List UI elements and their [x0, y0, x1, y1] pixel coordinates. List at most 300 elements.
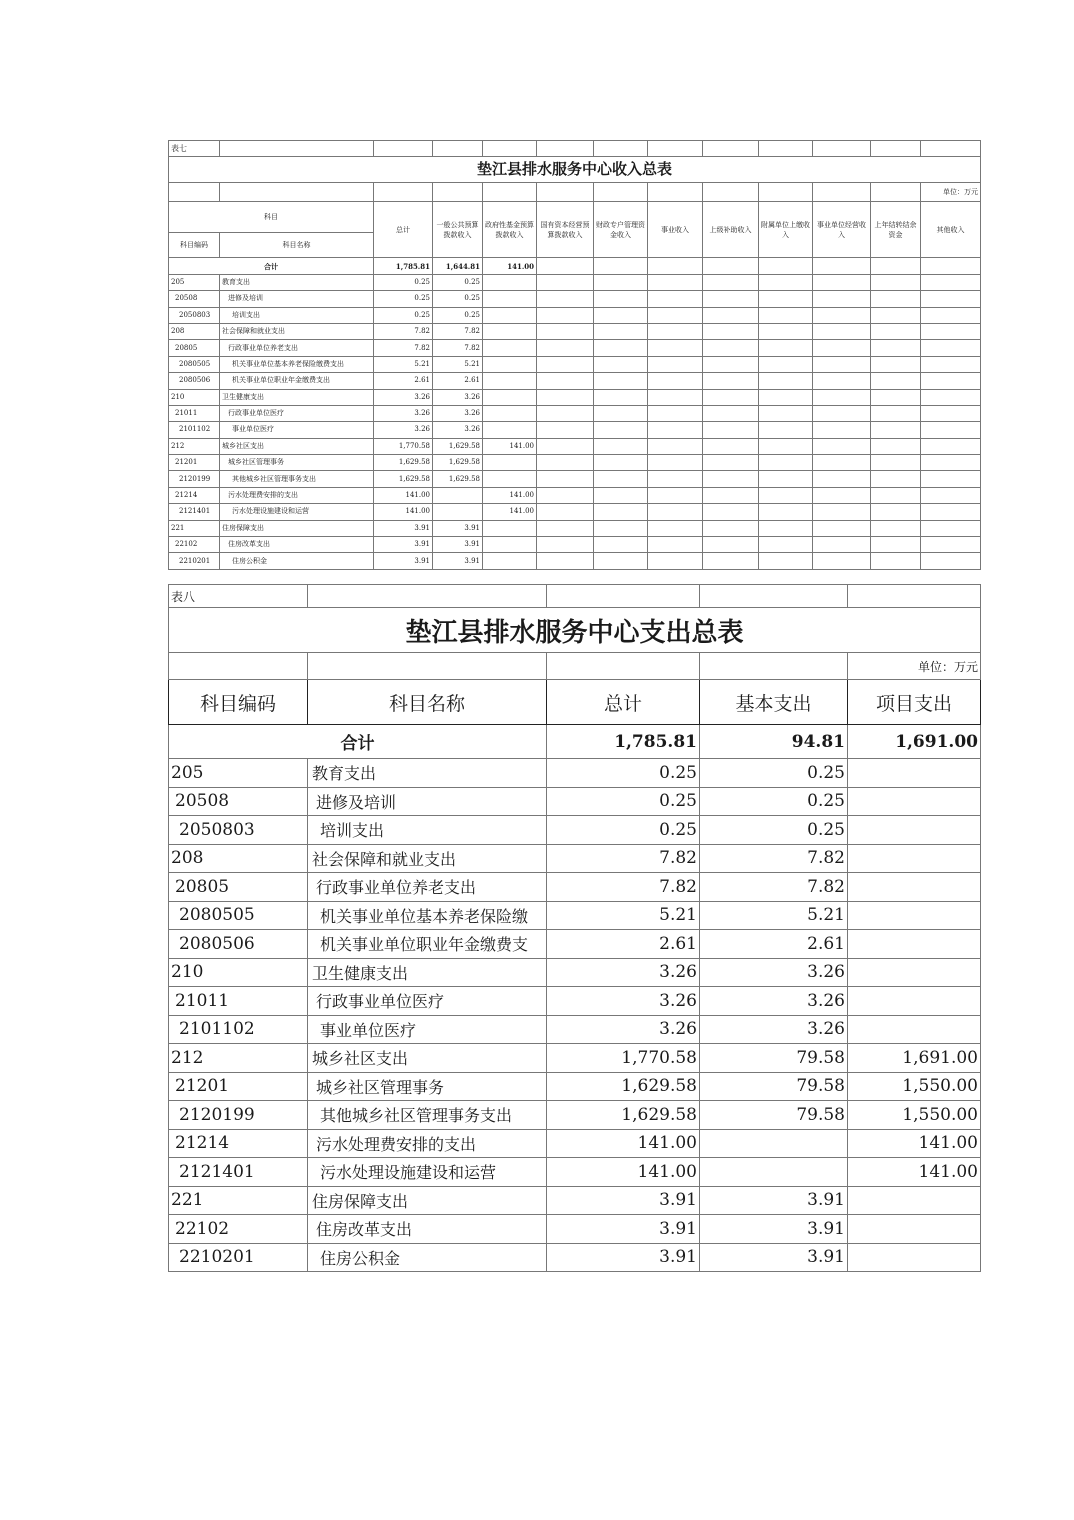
subject-name: 行政事业单位医疗 [220, 405, 374, 421]
subject-name: 培训支出 [220, 307, 374, 323]
cell: 3.91 [700, 1215, 848, 1244]
total-row [169, 258, 981, 274]
cell [871, 520, 921, 536]
cell: 0.25 [433, 274, 483, 290]
cell: 1,785.81 [547, 725, 700, 759]
cell [483, 389, 537, 405]
cell [921, 471, 981, 487]
table-row [169, 307, 981, 323]
cell [648, 356, 703, 372]
subject-code: 212 [169, 438, 220, 454]
cell: 3.26 [700, 958, 848, 987]
subject-code: 2120199 [169, 1101, 308, 1130]
cell [813, 389, 871, 405]
cell [759, 405, 813, 421]
table-row [169, 1072, 981, 1101]
cell [759, 455, 813, 471]
cell [759, 553, 813, 569]
table-title: 垫江县排水服务中心收入总表 [169, 157, 981, 183]
expenditure-summary-table [168, 584, 981, 1272]
cell [648, 405, 703, 421]
cell: 2.61 [547, 930, 700, 959]
income-summary-table [168, 140, 981, 570]
cell [594, 422, 648, 438]
cell [848, 1243, 981, 1272]
cell [871, 487, 921, 503]
cell [871, 356, 921, 372]
cell [848, 759, 981, 788]
total-label: 合计 [169, 725, 547, 759]
cell [813, 274, 871, 290]
cell: 79.58 [700, 1101, 848, 1130]
cell: 3.91 [547, 1215, 700, 1244]
cell: 1,629.58 [433, 438, 483, 454]
subject-code: 2080505 [169, 356, 220, 372]
subject-code: 2050803 [169, 816, 308, 845]
cell [703, 438, 759, 454]
subject-code: 22102 [169, 1215, 308, 1244]
table-row [169, 274, 981, 290]
table-row [169, 553, 981, 569]
subject-code: 21201 [169, 1072, 308, 1101]
cell [871, 389, 921, 405]
table-row [169, 537, 981, 553]
cell [648, 373, 703, 389]
cell [813, 471, 871, 487]
subject-name: 污水处理费安排的支出 [308, 1129, 547, 1158]
table-title: 垫江县排水服务中心支出总表 [169, 608, 981, 653]
cell [813, 537, 871, 553]
cell [813, 504, 871, 520]
cell [594, 323, 648, 339]
cell [648, 553, 703, 569]
subject-code: 2050803 [169, 307, 220, 323]
header-basic: 基本支出 [700, 680, 848, 725]
cell [921, 438, 981, 454]
subject-code: 20805 [169, 340, 220, 356]
subject-name: 行政事业单位养老支出 [220, 340, 374, 356]
cell: 0.25 [374, 274, 433, 290]
table-row [169, 356, 981, 372]
cell [848, 816, 981, 845]
cell [537, 291, 594, 307]
cell [848, 901, 981, 930]
header-column: 附属单位上缴收入 [759, 202, 813, 258]
header-column: 其他收入 [921, 202, 981, 258]
subject-name: 行政事业单位养老支出 [308, 873, 547, 902]
cell [703, 504, 759, 520]
cell [921, 340, 981, 356]
cell [648, 422, 703, 438]
header-column: 事业单位经营收入 [813, 202, 871, 258]
header-column: 财政专户管理资金收入 [594, 202, 648, 258]
cell: 7.82 [547, 844, 700, 873]
table-row [169, 323, 981, 339]
cell: 3.26 [433, 389, 483, 405]
total-label: 合计 [169, 258, 374, 274]
table-row [169, 340, 981, 356]
subject-code: 21214 [169, 487, 220, 503]
cell: 1,785.81 [374, 258, 433, 274]
table-row [169, 1044, 981, 1073]
cell [759, 389, 813, 405]
cell [483, 373, 537, 389]
subject-code: 205 [169, 274, 220, 290]
subject-name: 城乡社区支出 [308, 1044, 547, 1073]
cell [537, 389, 594, 405]
header-total: 总计 [547, 680, 700, 725]
cell [921, 405, 981, 421]
subject-code: 2120199 [169, 471, 220, 487]
table-row [169, 759, 981, 788]
cell [921, 520, 981, 536]
cell [594, 405, 648, 421]
subject-name: 住房改革支出 [220, 537, 374, 553]
table-row [169, 438, 981, 454]
subject-code: 21011 [169, 405, 220, 421]
cell [871, 340, 921, 356]
cell [594, 553, 648, 569]
cell: 141.00 [547, 1158, 700, 1187]
subject-name: 机关事业单位职业年金缴费支 [308, 930, 547, 959]
header-code: 科目编码 [169, 233, 220, 258]
cell [703, 471, 759, 487]
cell: 5.21 [700, 901, 848, 930]
cell [871, 471, 921, 487]
header-subject-group: 科目 [169, 202, 374, 233]
cell [594, 471, 648, 487]
cell [703, 258, 759, 274]
cell [537, 323, 594, 339]
cell [483, 323, 537, 339]
cell [813, 373, 871, 389]
cell: 141.00 [483, 487, 537, 503]
cell [759, 356, 813, 372]
cell [921, 323, 981, 339]
subject-code: 210 [169, 958, 308, 987]
cell [594, 520, 648, 536]
header-project: 项目支出 [848, 680, 981, 725]
cell: 7.82 [374, 323, 433, 339]
cell [813, 258, 871, 274]
header-column: 事业收入 [648, 202, 703, 258]
cell [700, 1129, 848, 1158]
subject-name: 社会保障和就业支出 [220, 323, 374, 339]
cell: 0.25 [374, 291, 433, 307]
cell [921, 291, 981, 307]
cell [871, 405, 921, 421]
cell [813, 323, 871, 339]
cell: 3.91 [433, 553, 483, 569]
cell [759, 504, 813, 520]
cell: 141.00 [374, 504, 433, 520]
cell: 0.25 [547, 759, 700, 788]
cell: 5.21 [547, 901, 700, 930]
cell [648, 340, 703, 356]
cell [594, 373, 648, 389]
cell [759, 373, 813, 389]
cell [594, 487, 648, 503]
cell [871, 455, 921, 471]
cell [594, 356, 648, 372]
cell [921, 389, 981, 405]
cell: 79.58 [700, 1044, 848, 1073]
cell: 3.26 [547, 987, 700, 1016]
cell [921, 455, 981, 471]
subject-name: 机关事业单位职业年金缴费支出 [220, 373, 374, 389]
cell: 3.91 [700, 1186, 848, 1215]
subject-name: 住房改革支出 [308, 1215, 547, 1244]
cell [594, 274, 648, 290]
cell [848, 844, 981, 873]
cell: 1,770.58 [547, 1044, 700, 1073]
table-row [169, 373, 981, 389]
table-row [169, 787, 981, 816]
subject-name: 住房保障支出 [308, 1186, 547, 1215]
cell [813, 487, 871, 503]
subject-code: 205 [169, 759, 308, 788]
cell [703, 340, 759, 356]
cell [759, 422, 813, 438]
cell [759, 537, 813, 553]
cell [537, 504, 594, 520]
cell [813, 455, 871, 471]
cell: 3.91 [374, 520, 433, 536]
cell [594, 307, 648, 323]
cell [700, 1158, 848, 1187]
cell [594, 340, 648, 356]
cell [483, 553, 537, 569]
subject-code: 208 [169, 844, 308, 873]
cell [813, 340, 871, 356]
cell [813, 422, 871, 438]
cell [483, 537, 537, 553]
cell: 1,629.58 [547, 1101, 700, 1130]
cell [848, 987, 981, 1016]
table-row [169, 471, 981, 487]
cell [703, 405, 759, 421]
cell [537, 258, 594, 274]
cell [648, 323, 703, 339]
cell [483, 340, 537, 356]
cell: 0.25 [700, 787, 848, 816]
subject-name: 事业单位医疗 [308, 1015, 547, 1044]
cell: 0.25 [433, 291, 483, 307]
subject-code: 2121401 [169, 504, 220, 520]
subject-name: 污水处理设施建设和运营 [308, 1158, 547, 1187]
cell [921, 274, 981, 290]
cell [594, 389, 648, 405]
cell [594, 258, 648, 274]
cell: 1,629.58 [374, 455, 433, 471]
cell: 1,629.58 [433, 471, 483, 487]
cell [759, 340, 813, 356]
subject-code: 212 [169, 1044, 308, 1073]
cell [759, 438, 813, 454]
cell: 141.00 [848, 1158, 981, 1187]
cell [921, 422, 981, 438]
cell: 3.26 [547, 1015, 700, 1044]
cell [648, 274, 703, 290]
subject-name: 住房公积金 [308, 1243, 547, 1272]
cell: 1,550.00 [848, 1072, 981, 1101]
cell [871, 307, 921, 323]
subject-code: 2080506 [169, 930, 308, 959]
cell [813, 356, 871, 372]
subject-code: 2101102 [169, 422, 220, 438]
cell [703, 487, 759, 503]
cell [848, 1215, 981, 1244]
cell [537, 307, 594, 323]
table-row [169, 816, 981, 845]
cell [648, 471, 703, 487]
subject-code: 22102 [169, 537, 220, 553]
cell [759, 291, 813, 307]
cell: 1,644.81 [433, 258, 483, 274]
cell [703, 323, 759, 339]
cell [848, 1015, 981, 1044]
cell: 7.82 [547, 873, 700, 902]
cell: 2.61 [700, 930, 848, 959]
cell [648, 291, 703, 307]
cell [594, 504, 648, 520]
cell: 141.00 [848, 1129, 981, 1158]
subject-name: 卫生健康支出 [308, 958, 547, 987]
cell: 3.91 [374, 553, 433, 569]
cell: 0.25 [433, 307, 483, 323]
header-column: 国有资本经营预算拨款收入 [537, 202, 594, 258]
subject-name: 教育支出 [308, 759, 547, 788]
cell: 1,691.00 [848, 1044, 981, 1073]
cell [703, 422, 759, 438]
cell [594, 537, 648, 553]
cell: 141.00 [483, 258, 537, 274]
cell [648, 455, 703, 471]
cell: 3.26 [700, 1015, 848, 1044]
cell [483, 274, 537, 290]
subject-code: 2101102 [169, 1015, 308, 1044]
cell [871, 373, 921, 389]
cell: 2.61 [433, 373, 483, 389]
cell: 7.82 [374, 340, 433, 356]
subject-name: 城乡社区管理事务 [308, 1072, 547, 1101]
subject-code: 21201 [169, 455, 220, 471]
cell: 1,629.58 [374, 471, 433, 487]
subject-name: 行政事业单位医疗 [308, 987, 547, 1016]
cell: 3.26 [374, 422, 433, 438]
cell: 3.26 [433, 405, 483, 421]
header-column: 一般公共预算拨款收入 [433, 202, 483, 258]
cell: 79.58 [700, 1072, 848, 1101]
cell [483, 356, 537, 372]
subject-name: 社会保障和就业支出 [308, 844, 547, 873]
cell: 141.00 [547, 1129, 700, 1158]
cell: 3.26 [374, 405, 433, 421]
cell: 141.00 [483, 438, 537, 454]
cell [703, 373, 759, 389]
cell: 0.25 [547, 816, 700, 845]
subject-name: 住房公积金 [220, 553, 374, 569]
subject-code: 21214 [169, 1129, 308, 1158]
cell [921, 258, 981, 274]
subject-code: 2210201 [169, 553, 220, 569]
cell: 7.82 [700, 844, 848, 873]
subject-name: 住房保障支出 [220, 520, 374, 536]
cell [921, 356, 981, 372]
cell [813, 291, 871, 307]
cell [921, 504, 981, 520]
cell [537, 438, 594, 454]
cell [537, 537, 594, 553]
cell [703, 455, 759, 471]
table-row [169, 504, 981, 520]
cell [871, 537, 921, 553]
cell: 5.21 [433, 356, 483, 372]
subject-name: 培训支出 [308, 816, 547, 845]
cell [848, 1186, 981, 1215]
cell [483, 291, 537, 307]
cell: 0.25 [547, 787, 700, 816]
subject-code: 20508 [169, 291, 220, 307]
table-row [169, 873, 981, 902]
cell [483, 422, 537, 438]
subject-name: 机关事业单位基本养老保险缴费支出 [220, 356, 374, 372]
cell [648, 438, 703, 454]
cell: 0.25 [700, 759, 848, 788]
table-row [169, 455, 981, 471]
cell [813, 438, 871, 454]
subject-code: 2080506 [169, 373, 220, 389]
cell: 2.61 [374, 373, 433, 389]
cell [921, 537, 981, 553]
cell [648, 504, 703, 520]
table-row [169, 844, 981, 873]
subject-name: 其他城乡社区管理事务支出 [220, 471, 374, 487]
cell [848, 958, 981, 987]
cell [871, 291, 921, 307]
cell [483, 405, 537, 421]
cell [871, 553, 921, 569]
cell: 141.00 [374, 487, 433, 503]
cell: 1,770.58 [374, 438, 433, 454]
cell [759, 471, 813, 487]
cell [813, 520, 871, 536]
subject-code: 21011 [169, 987, 308, 1016]
cell [537, 471, 594, 487]
cell [537, 274, 594, 290]
table-row [169, 1215, 981, 1244]
cell [483, 520, 537, 536]
cell [871, 438, 921, 454]
cell: 3.91 [433, 537, 483, 553]
cell: 3.26 [374, 389, 433, 405]
cell [921, 553, 981, 569]
cell [703, 537, 759, 553]
subject-name: 教育支出 [220, 274, 374, 290]
cell: 141.00 [483, 504, 537, 520]
cell: 1,629.58 [433, 455, 483, 471]
cell [703, 553, 759, 569]
cell [483, 471, 537, 487]
subject-name: 进修及培训 [308, 787, 547, 816]
cell [648, 258, 703, 274]
subject-code: 20508 [169, 787, 308, 816]
cell [537, 520, 594, 536]
header-column: 上级补助收入 [703, 202, 759, 258]
cell: 1,550.00 [848, 1101, 981, 1130]
subject-code: 2210201 [169, 1243, 308, 1272]
cell [703, 389, 759, 405]
